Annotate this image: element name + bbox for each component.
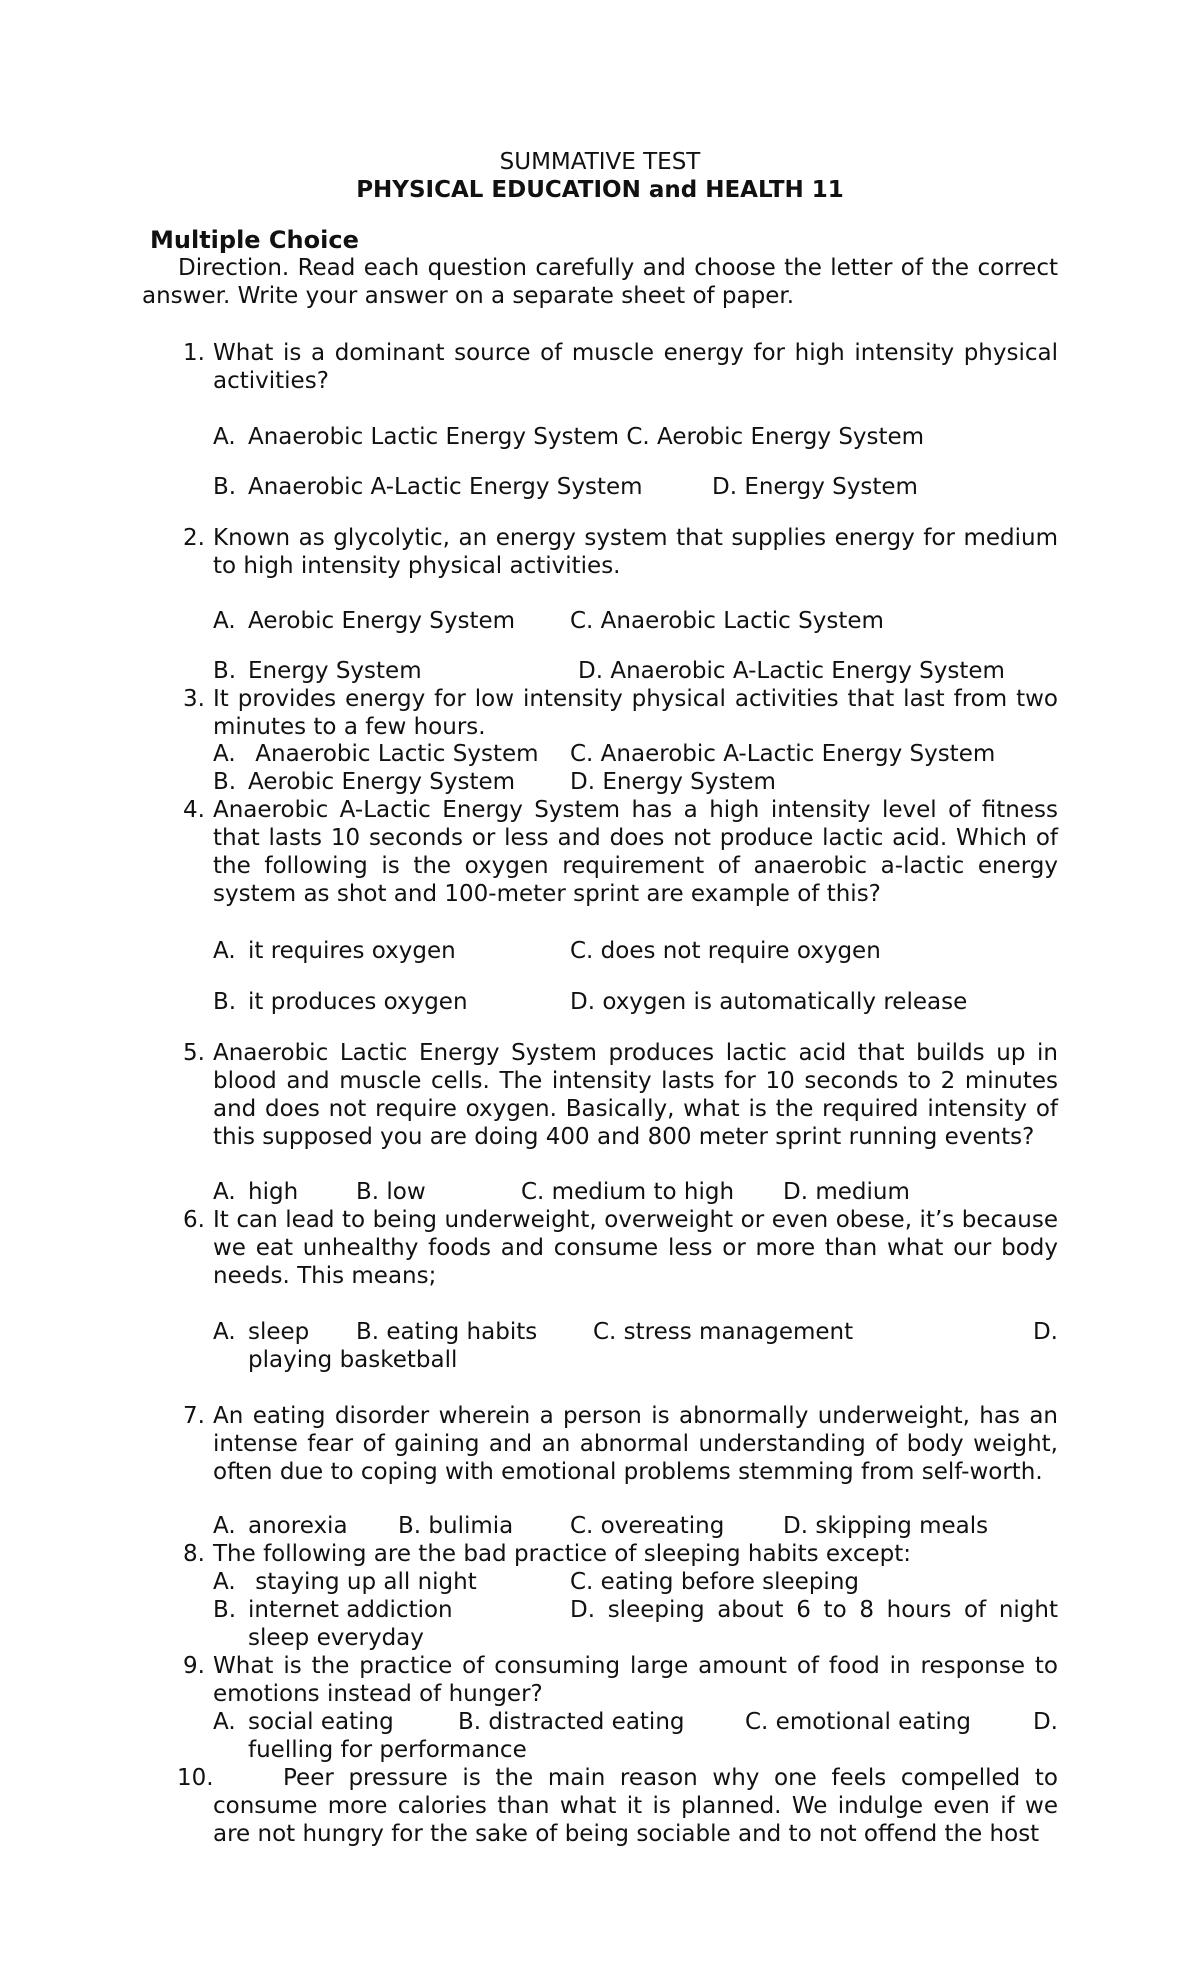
- question-text: Known as glycolytic, an energy system that supplies energy for medium to high intensity physical activities.: [213, 525, 1058, 579]
- test-title: SUMMATIVE TEST: [499, 149, 701, 175]
- question-text: Peer pressure is the main reason why one feels compelled to consume more calories than what it is planned. We indulge even if we are not hungry for the sake of being sociable and to not offend the host: [213, 1765, 1058, 1847]
- question-number: 7.: [183, 1403, 205, 1429]
- option-text: Aerobic Energy System: [248, 769, 516, 795]
- option-text: internet addiction: [248, 1597, 453, 1623]
- option-letter: A.: [213, 1319, 236, 1345]
- section-heading: Multiple Choice: [150, 226, 359, 254]
- option-b: [213, 988, 468, 1016]
- question-number: 5.: [183, 1040, 205, 1066]
- option-c: C. stress management: [593, 1319, 854, 1345]
- option-text: it requires oxygen: [248, 938, 456, 964]
- question-number: 1.: [183, 340, 205, 366]
- option-row: [213, 1596, 1058, 1652]
- option-letter: B.: [213, 658, 237, 684]
- option-d: D. sleeping about 6 to 8 hours of night: [570, 1597, 1058, 1623]
- option-a: [213, 1708, 394, 1736]
- option-text: Anaerobic Lactic System: [248, 741, 539, 767]
- option-c: C. Anaerobic Lactic System: [570, 608, 884, 634]
- option-letter: B.: [213, 474, 237, 500]
- option-a: [213, 1178, 298, 1206]
- question-8: [183, 1540, 1058, 1568]
- option-text: Energy System: [248, 658, 422, 684]
- option-letter: A.: [213, 424, 236, 450]
- question-6: [183, 1206, 1058, 1290]
- option-text: sleep: [248, 1319, 310, 1345]
- option-d-continued: playing basketball: [248, 1347, 458, 1373]
- option-text: staying up all night: [248, 1569, 477, 1595]
- option-row: [213, 1318, 1058, 1374]
- question-number: 8.: [183, 1541, 205, 1567]
- option-text: social eating: [248, 1709, 394, 1735]
- option-d: D. Anaerobic A-Lactic Energy System: [578, 658, 1005, 684]
- question-text: An eating disorder wherein a person is abnormally underweight, has an intense fear of gaining and an abnormal understanding of body weight, often due to coping with emotional problems stemming from self-worth.: [213, 1403, 1058, 1485]
- option-d: D. Energy System: [570, 769, 776, 795]
- question-text: It can lead to being underweight, overweight or even obese, it’s because we eat unhealthy foods and consume less or more than what our body needs. This means;: [213, 1207, 1058, 1289]
- option-c: C. Anaerobic A-Lactic Energy System: [570, 741, 996, 767]
- question-text: It provides energy for low intensity physical activities that last from two minutes to a few hours.: [213, 686, 1058, 740]
- option-b: [213, 768, 515, 796]
- option-c: C. overeating: [570, 1513, 725, 1539]
- option-letter: B.: [213, 769, 237, 795]
- option-letter: A.: [213, 1569, 236, 1595]
- option-b: B. eating habits: [356, 1319, 538, 1345]
- option-letter: A.: [213, 938, 236, 964]
- option-d: D.: [1032, 1709, 1058, 1735]
- question-3: [183, 685, 1058, 741]
- option-text: Anaerobic Lactic Energy System C. Aerobic Energy System: [248, 424, 925, 450]
- option-b: [213, 473, 643, 501]
- question-9: [183, 1652, 1058, 1708]
- question-number: 3.: [183, 686, 205, 712]
- option-c: C. medium to high: [521, 1179, 735, 1205]
- option-c: C. eating before sleeping: [570, 1569, 859, 1595]
- question-text: Anaerobic A-Lactic Energy System has a high intensity level of fitness that lasts 10 seconds or less and does not produce lactic acid. Which of the following is the oxygen requirement of anaerobic a-lactic energy system as shot and 100-meter sprint are example of this?: [213, 797, 1058, 907]
- option-d: D. skipping meals: [783, 1513, 989, 1539]
- question-text: The following are the bad practice of sleeping habits except:: [213, 1541, 911, 1567]
- option-a: [213, 1318, 309, 1346]
- option-d: D. oxygen is automatically release: [570, 989, 968, 1015]
- question-text: What is a dominant source of muscle energy for high intensity physical activities?: [213, 340, 1058, 394]
- option-b: [213, 657, 422, 685]
- question-number: 4.: [183, 797, 205, 823]
- question-5: [183, 1039, 1058, 1151]
- question-1: [183, 339, 1058, 395]
- question-number: 2.: [183, 525, 205, 551]
- option-a: [213, 1512, 348, 1540]
- question-7: [183, 1402, 1058, 1486]
- option-a: [213, 937, 456, 965]
- option-letter: A.: [213, 1179, 236, 1205]
- option-letter: B.: [213, 989, 237, 1015]
- option-d-continued: sleep everyday: [248, 1625, 424, 1651]
- option-letter: A.: [213, 1709, 236, 1735]
- question-text: What is the practice of consuming large amount of food in response to emotions instead of hunger?: [213, 1653, 1058, 1707]
- option-c: C. emotional eating: [745, 1709, 971, 1735]
- option-b: [213, 1596, 453, 1624]
- option-a: [213, 1568, 477, 1596]
- option-d: D. medium: [783, 1179, 910, 1205]
- option-d: D.: [1032, 1319, 1058, 1345]
- direction-text: Direction. Read each question carefully and choose the letter of the correct answer. Write your answer on a separate sheet of paper.: [142, 255, 1058, 309]
- option-row: [213, 1708, 1058, 1764]
- option-letter: A.: [213, 741, 236, 767]
- option-letter: B.: [213, 1597, 237, 1623]
- option-letter: A.: [213, 1513, 236, 1539]
- question-4: [183, 796, 1058, 908]
- option-text: high: [248, 1179, 299, 1205]
- question-text: Anaerobic Lactic Energy System produces lactic acid that builds up in blood and muscle cells. The intensity lasts for 10 seconds to 2 minutes and does not require oxygen. Basically, what is the required intensity of this supposed you are doing 400 and 800 meter sprint running events?: [213, 1040, 1058, 1150]
- option-text: it produces oxygen: [248, 989, 468, 1015]
- question-2: [183, 524, 1058, 580]
- option-d: D. Energy System: [712, 474, 918, 500]
- subject-title: PHYSICAL EDUCATION and HEALTH 11: [356, 177, 844, 203]
- question-number: 6.: [183, 1207, 205, 1233]
- option-text: Anaerobic A-Lactic Energy System: [248, 474, 643, 500]
- option-text: Aerobic Energy System: [248, 608, 516, 634]
- question-number: 10.: [177, 1765, 214, 1791]
- option-letter: A.: [213, 608, 236, 634]
- option-c: C. does not require oxygen: [570, 938, 881, 964]
- option-b: B. bulimia: [398, 1513, 514, 1539]
- option-d-continued: fuelling for performance: [248, 1737, 527, 1763]
- option-b: B. low: [356, 1179, 426, 1205]
- option-text: anorexia: [248, 1513, 348, 1539]
- option-a: [213, 423, 924, 451]
- question-number: 9.: [183, 1653, 205, 1679]
- option-a: [213, 607, 515, 635]
- option-a: [213, 740, 539, 768]
- question-10: [177, 1764, 1058, 1848]
- option-b: B. distracted eating: [458, 1709, 685, 1735]
